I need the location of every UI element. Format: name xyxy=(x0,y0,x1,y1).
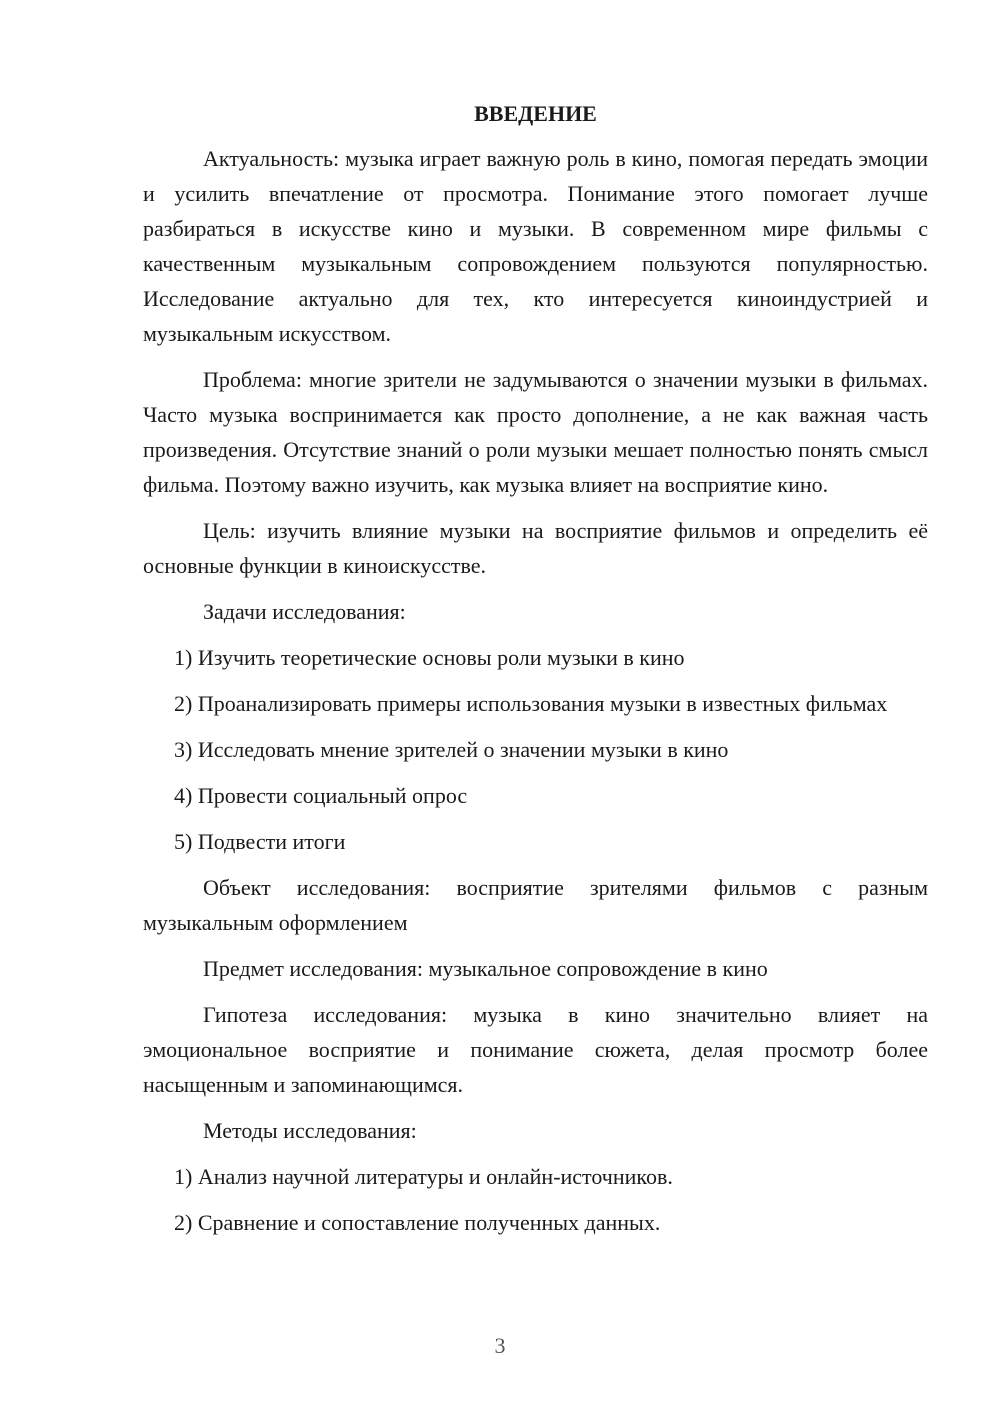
paragraph-hypothesis: Гипотеза исследования: музыка в кино значительно влияет на эмоциональное восприятие и понимание сюжета, делая просмотр более насыщенным и запоминающимся. xyxy=(143,1002,928,1097)
paragraph-object: Объект исследования: восприятие зрителями фильмов с разным музыкальным оформлением xyxy=(143,875,928,935)
paragraph-problem: Проблема: многие зрители не задумываются о значении музыки в фильмах. Часто музыка воспринимается как просто дополнение, а не как важная часть произведения. Отсутствие знаний о роли музыки мешает полностью понять смысл фильма. Поэтому важно изучить, как музыка влияет на восприятие кино. xyxy=(143,367,928,497)
task-item: 2) Проанализировать примеры использования музыки в известных фильмах xyxy=(174,691,888,716)
method-item: 2) Сравнение и сопоставление полученных данных. xyxy=(174,1210,661,1235)
task-item: 4) Провести социальный опрос xyxy=(174,783,468,808)
method-item: 1) Анализ научной литературы и онлайн-источников. xyxy=(174,1164,673,1189)
paragraph-goal: Цель: изучить влияние музыки на восприятие фильмов и определить её основные функции в киноискусстве. xyxy=(143,518,928,578)
tasks-heading: Задачи исследования: xyxy=(203,599,406,624)
paragraph-relevance: Актуальность: музыка играет важную роль в кино, помогая передать эмоции и усилить впечатление от просмотра. Понимание этого помогает лучше разбираться в искусстве кино и музыки. В современном мире фильмы с качественным музыкальным сопровождением пользуются популярностью. Исследование актуально для тех, кто интересуется киноиндустрией и музыкальным искусством. xyxy=(143,146,928,346)
task-item: 5) Подвести итоги xyxy=(174,829,346,854)
paragraph-subject: Предмет исследования: музыкальное сопровождение в кино xyxy=(203,956,768,981)
section-heading: ВВЕДЕНИЕ xyxy=(474,101,597,126)
task-item: 3) Исследовать мнение зрителей о значении музыки в кино xyxy=(174,737,729,762)
document-page xyxy=(143,96,928,1251)
page-number: 3 xyxy=(494,1333,506,1358)
methods-heading: Методы исследования: xyxy=(203,1118,417,1143)
task-item: 1) Изучить теоретические основы роли музыки в кино xyxy=(174,645,685,670)
